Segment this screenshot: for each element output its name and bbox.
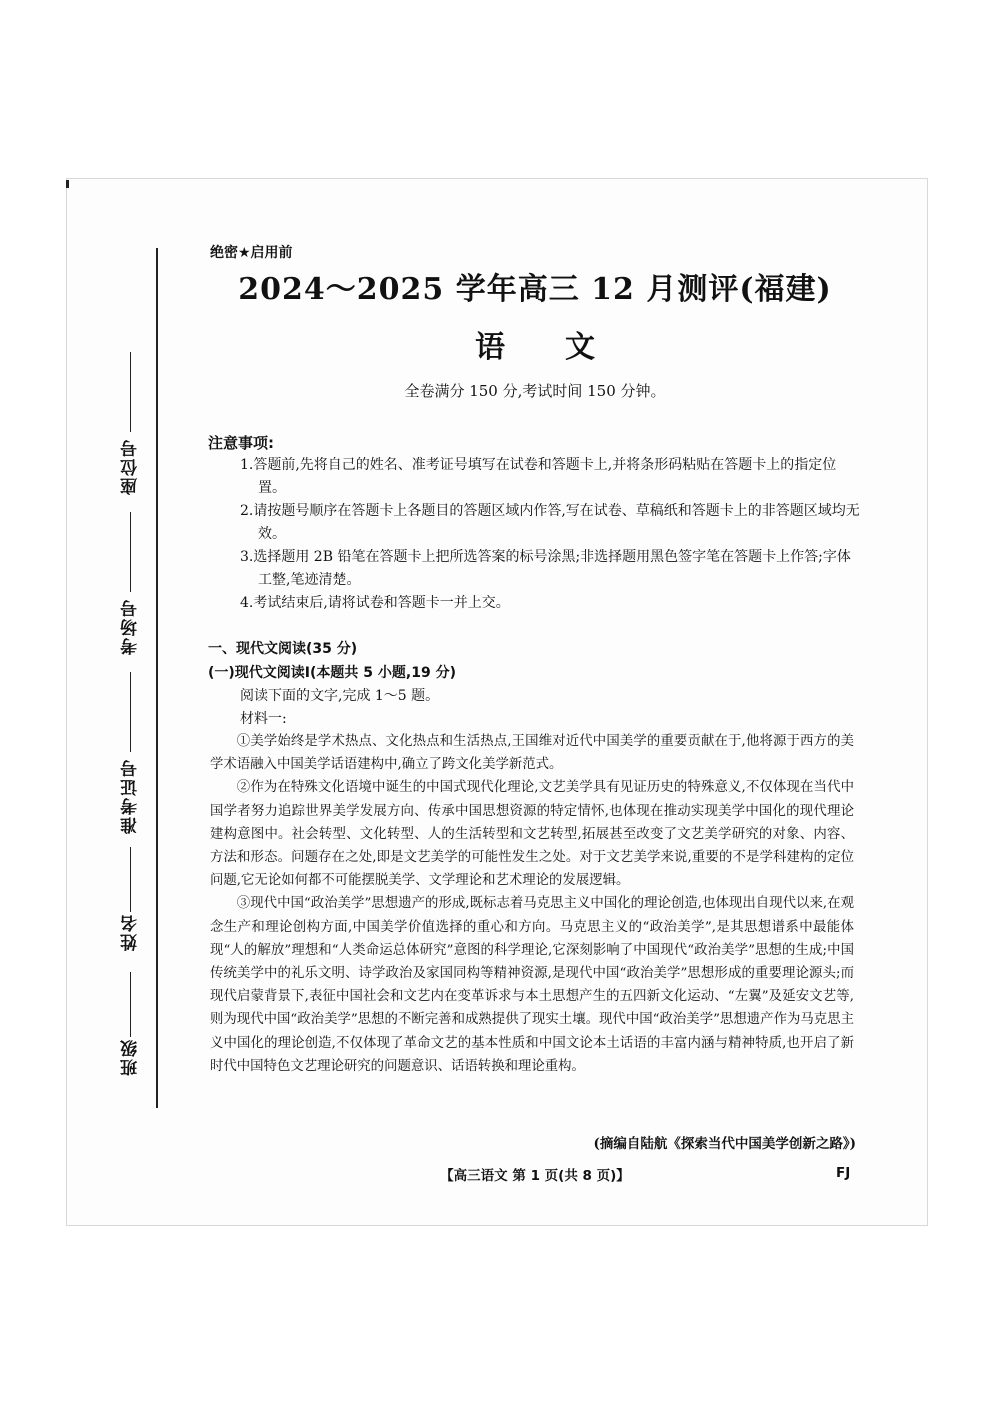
exam-room-underline	[130, 512, 131, 592]
class-label: 班级	[120, 1038, 141, 1076]
material-label: 材料一:	[240, 711, 287, 727]
exam-room-field	[110, 598, 150, 655]
notice-item: 1.答题前,先将自己的姓名、准考证号填写在试卷和答题卡上,并将条形码粘贴在答题卡上的指定位置。	[240, 457, 837, 496]
subject-title: 语文	[475, 330, 655, 365]
seat-number-underline	[130, 352, 131, 432]
reading-instruction: 阅读下面的文字,完成 1～5 题。	[240, 688, 440, 704]
class-underline	[130, 972, 131, 1037]
ticket-number-field	[110, 758, 150, 834]
subsection-title: (一)现代文阅读Ⅰ(本题共 5 小题,19 分)	[208, 665, 456, 681]
name-field	[110, 913, 150, 951]
paragraph: ②作为在特殊文化语境中诞生的中国式现代化理论,文艺美学具有见证历史的特殊意义,不仅体现在当代中国学者努力追踪世界美学发展方向、传承中国思想资源的特定情怀,也体现在推动实现美学中国化的现代理论建构意图中。社会转型、文化转型、人的生活转型和文艺转型,拓展甚至改变了文艺美学研究的对象、内容、方法和形态。问题存在之处,即是文艺美学的可能性发生之处。对于文艺美学来说,重要的不是学科建构的定位问题,它无论如何都不可能摆脱美学、文学理论和艺术理论的发展逻辑。	[210, 780, 854, 889]
material-text	[210, 730, 854, 1078]
binding-line	[156, 248, 158, 1108]
notice-list	[240, 454, 860, 615]
region-code: FJ	[836, 1165, 851, 1181]
notice-title: 注意事项:	[208, 434, 274, 452]
notice-item: 4.考试结束后,请将试卷和答题卡一并上交。	[240, 595, 510, 611]
score-line: 全卷满分 150 分,考试时间 150 分钟。	[404, 382, 666, 400]
paragraph: ③现代中国“政治美学”思想遗产的形成,既标志着马克思主义中国化的理论创造,也体现出自现代以来,在观念生产和理论创构方面,中国美学价值选择的重心和方向。马克思主义的“政治美学”,是其思想谱系中最能体现“人的解放”理想和“人类命运总体研究”意图的科学理论,它深刻影响了中国现代“政治美学”思想的生成;中国传统美学中的礼乐文明、诗学政治及家国同构等精神资源,是现代中国“政治美学”思想形成的重要理论源头;而现代启蒙背景下,表征中国社会和文艺内在变革诉求与本土思想产生的五四新文化运动、“左翼”及延安文艺等,则为现代中国“政治美学”思想的不断完善和成熟提供了现实土壤。现代中国“政治美学”思想遗产作为马克思主义中国化的理论创造,不仅体现了革命文艺的基本性质和中国文论本土话语的丰富内涵与精神特质,也开启了新时代中国特色文艺理论研究的问题意识、话语转换和理论重构。	[210, 896, 854, 1074]
secret-mark: 绝密★启用前	[210, 245, 293, 261]
page-footer: 【高三语文 第 1 页(共 8 页)】	[440, 1168, 630, 1184]
corner-mark	[66, 180, 69, 188]
seat-number-field	[110, 438, 150, 495]
class-field	[110, 1038, 150, 1076]
ticket-number-underline	[130, 672, 131, 752]
name-underline	[130, 847, 131, 912]
exam-title: 2024～2025 学年高三 12 月测评(福建)	[238, 272, 832, 307]
source-citation: (摘编自陆航《探索当代中国美学创新之路》)	[593, 1136, 856, 1152]
binding-strip	[100, 248, 160, 1108]
exam-room-label: 考场号	[120, 598, 141, 655]
notice-item: 2.请按题号顺序在答题卡上各题目的答题区域内作答,写在试卷、草稿纸和答题卡上的非答题区域均无效。	[240, 503, 860, 542]
ticket-number-label: 准考证号	[120, 758, 141, 834]
paragraph: ①美学始终是学术热点、文化热点和生活热点,王国维对近代中国美学的重要贡献在于,他将源于西方的美学术语融入中国美学话语建构中,确立了跨文化美学新范式。	[210, 734, 854, 773]
seat-number-label: 座位号	[120, 438, 141, 495]
name-label: 姓名	[120, 913, 141, 951]
section-title: 一、现代文阅读(35 分)	[208, 641, 358, 657]
notice-item: 3.选择题用 2B 铅笔在答题卡上把所选答案的标号涂黑;非选择题用黑色签字笔在答题卡上作答;字体工整,笔迹清楚。	[240, 549, 851, 588]
